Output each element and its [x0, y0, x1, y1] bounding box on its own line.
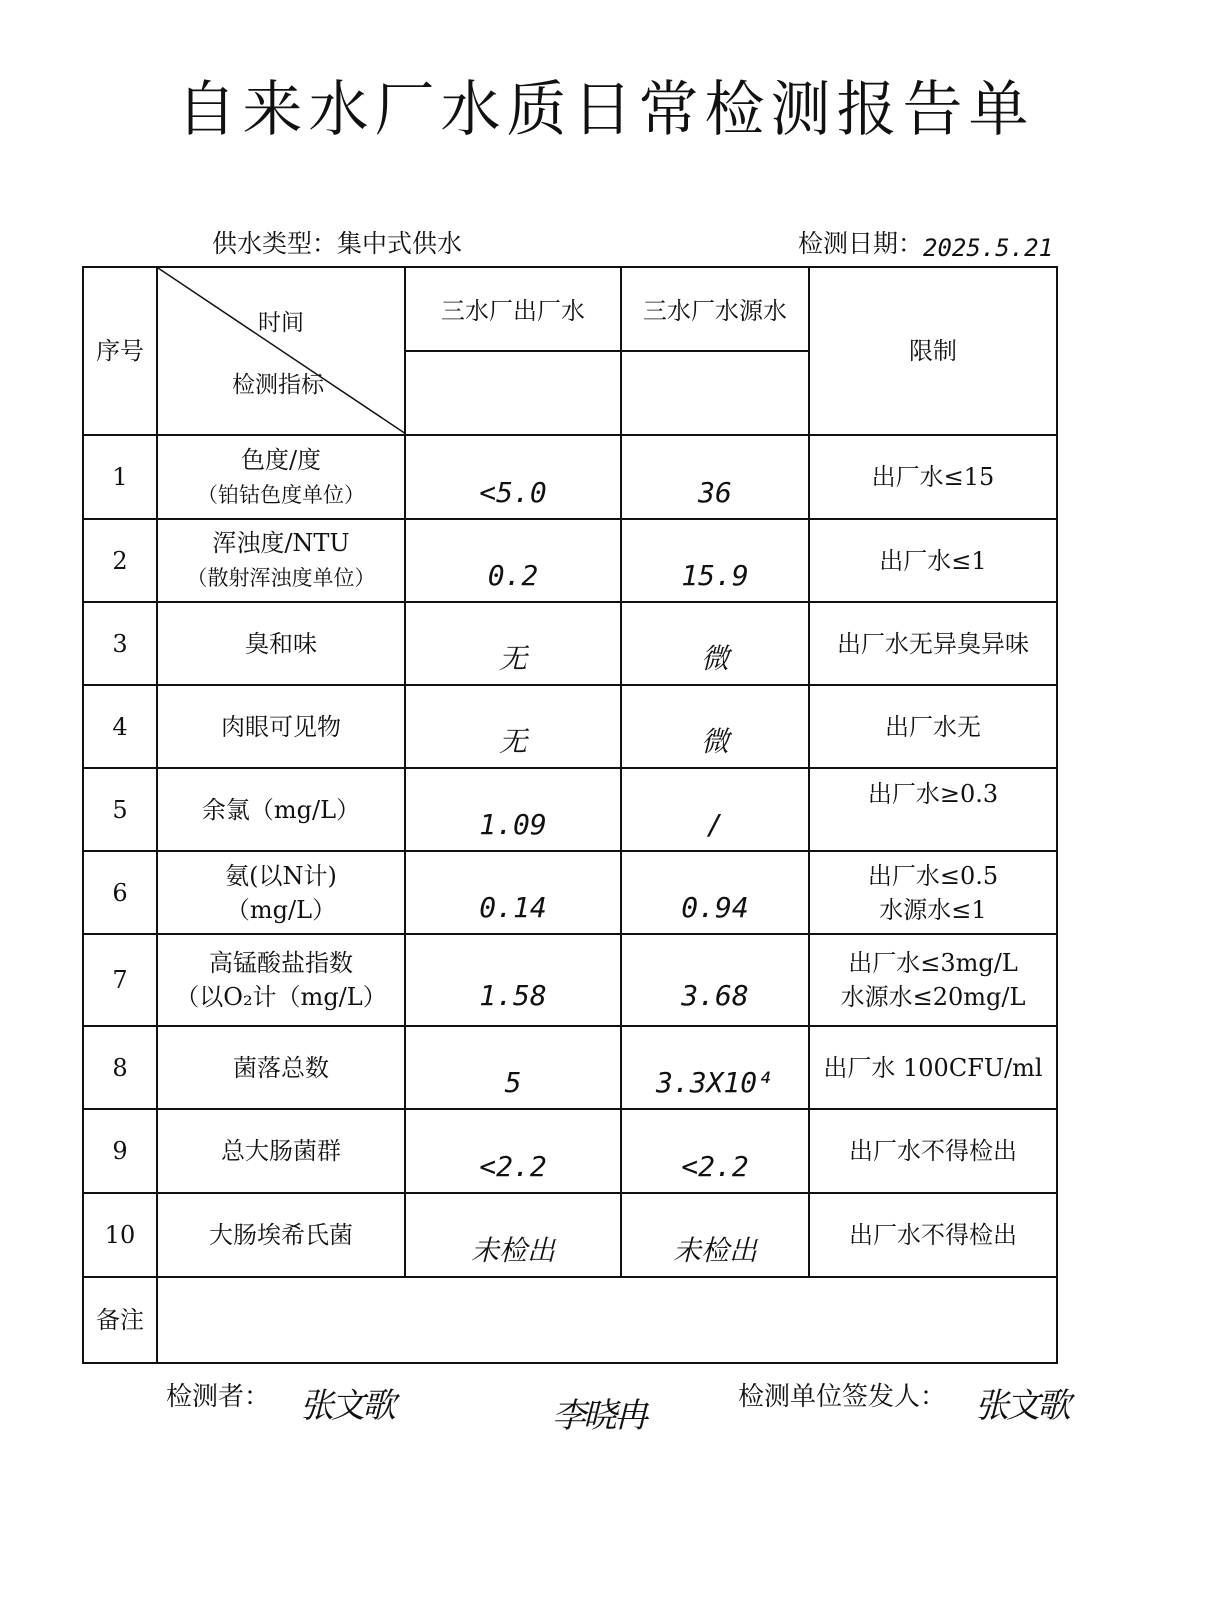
row-limit [809, 1193, 1057, 1277]
src-value: 微 [700, 642, 729, 675]
table-row [83, 685, 1057, 768]
out-value: 0.14 [479, 891, 547, 924]
col-out-header: 三水厂出厂水 [405, 267, 621, 351]
row-out-value [405, 1193, 621, 1277]
row-out-value [405, 1026, 621, 1109]
report-table [82, 266, 1058, 1364]
limit-line-2: 水源水≤1 [879, 895, 987, 924]
table-row [83, 435, 1057, 519]
col-src-header: 三水厂水源水 [621, 267, 809, 351]
row-no: 2 [83, 519, 157, 602]
src-value: 3.3X10⁴ [655, 1066, 774, 1099]
indicator-sub: （铂钴色度单位） [197, 482, 365, 507]
row-limit [809, 768, 1057, 851]
indicator-name: 色度/度 [240, 445, 322, 474]
row-src-value [621, 851, 809, 934]
diag-indicator-label: 检测指标 [232, 372, 324, 398]
row-indicator [157, 435, 405, 519]
indicator-name: 氨(以N计) [225, 861, 337, 890]
row-no: 3 [83, 602, 157, 685]
row-out-value [405, 851, 621, 934]
row-no: 8 [83, 1026, 157, 1109]
diag-time-label: 时间 [258, 310, 304, 336]
indicator-sub: （mg/L） [225, 895, 337, 924]
row-limit [809, 685, 1057, 768]
out-time-cell [405, 351, 621, 435]
limit-line-1: 出厂水无异臭异味 [837, 629, 1029, 658]
table-row [83, 1109, 1057, 1193]
table-row [83, 1026, 1057, 1109]
out-value: 无 [498, 642, 527, 675]
src-value: <2.2 [681, 1149, 749, 1183]
out-value: 1.58 [479, 978, 547, 1012]
src-value: 15.9 [681, 559, 749, 592]
table-row [83, 1193, 1057, 1277]
src-value: 0.94 [681, 891, 749, 924]
indicator-name: 余氯（mg/L） [201, 795, 361, 824]
remarks-label: 备注 [83, 1277, 157, 1363]
indicator-sub: （以O₂计（mg/L） [175, 983, 387, 1011]
indicator-name: 肉眼可见物 [221, 712, 341, 741]
table-row [83, 602, 1057, 685]
src-value: / [706, 808, 724, 841]
remarks-row [83, 1277, 1057, 1363]
indicator-name: 大肠埃希氏菌 [209, 1221, 353, 1249]
limit-line-1: 出厂水不得检出 [849, 1221, 1017, 1249]
row-indicator [157, 685, 405, 768]
row-no: 5 [83, 768, 157, 851]
row-src-value [621, 934, 809, 1026]
out-value: 未检出 [470, 1233, 555, 1267]
row-indicator [157, 1109, 405, 1193]
row-src-value [621, 602, 809, 685]
row-no: 9 [83, 1109, 157, 1193]
row-indicator [157, 934, 405, 1026]
limit-line-1: 出厂水 100CFU/ml [823, 1053, 1043, 1082]
row-src-value [621, 768, 809, 851]
row-src-value [621, 1026, 809, 1109]
indicator-name: 总大肠菌群 [221, 1137, 341, 1165]
row-out-value [405, 435, 621, 519]
row-no: 7 [83, 934, 157, 1026]
src-time-cell [621, 351, 809, 435]
limit-line-1: 出厂水≤15 [871, 463, 995, 491]
issuer-label: 检测单位签发人： [738, 1382, 947, 1412]
row-indicator [157, 519, 405, 602]
out-value: <2.2 [479, 1149, 547, 1183]
test-date [798, 224, 1053, 260]
src-value: 3.68 [681, 978, 749, 1012]
row-out-value [405, 519, 621, 602]
tester-signature: 张文歌 [300, 1386, 393, 1426]
issuer-signature: 张文歌 [975, 1386, 1068, 1426]
row-indicator [157, 602, 405, 685]
row-no: 1 [83, 435, 157, 519]
row-indicator [157, 1026, 405, 1109]
date-label: 检测日期： [798, 229, 924, 258]
out-value: 1.09 [479, 808, 547, 841]
row-indicator [157, 851, 405, 934]
table-row [83, 851, 1057, 934]
row-limit [809, 602, 1057, 685]
indicator-name: 臭和味 [245, 629, 317, 658]
out-value: 无 [498, 725, 527, 758]
out-value: 0.2 [487, 559, 539, 592]
row-limit [809, 435, 1057, 519]
middle-signature: 李晓冉 [552, 1396, 645, 1436]
tester-label: 检测者： [166, 1382, 271, 1412]
table-row [83, 768, 1057, 851]
row-indicator [157, 1193, 405, 1277]
table-row [83, 934, 1057, 1026]
limit-line-2: 水源水≤20mg/L [840, 983, 1026, 1011]
seq-header: 序号 [83, 267, 157, 435]
date-value: 2025.5.21 [923, 234, 1054, 262]
out-value: <5.0 [479, 475, 547, 509]
supply-type: 供水类型：集中式供水 [212, 229, 463, 258]
row-no: 6 [83, 851, 157, 934]
src-value: 36 [698, 475, 732, 509]
diagonal-line [158, 268, 406, 434]
report-title: 自来水厂水质日常检测报告单 [176, 75, 1035, 145]
row-out-value [405, 685, 621, 768]
src-value: 微 [700, 725, 729, 758]
row-out-value [405, 602, 621, 685]
limit-line-1: 出厂水≤0.5 [867, 861, 999, 890]
row-out-value [405, 1109, 621, 1193]
row-limit [809, 1026, 1057, 1109]
row-out-value [405, 934, 621, 1026]
row-limit [809, 1109, 1057, 1193]
row-src-value [621, 519, 809, 602]
row-no: 10 [83, 1193, 157, 1277]
row-indicator [157, 768, 405, 851]
diagonal-header [157, 267, 405, 435]
col-limit-header: 限制 [809, 267, 1057, 435]
limit-line-1: 出厂水≤1 [879, 546, 987, 575]
row-src-value [621, 685, 809, 768]
indicator-name: 菌落总数 [233, 1053, 329, 1082]
row-limit [809, 851, 1057, 934]
indicator-sub: （散射浑浊度单位） [186, 566, 376, 590]
indicator-name: 高锰酸盐指数 [209, 949, 353, 977]
row-src-value [621, 435, 809, 519]
row-out-value [405, 768, 621, 851]
limit-line-1: 出厂水≤3mg/L [848, 949, 1018, 977]
row-limit [809, 519, 1057, 602]
indicator-name: 浑浊度/NTU [212, 529, 350, 557]
row-limit [809, 934, 1057, 1026]
row-src-value [621, 1109, 809, 1193]
src-value: 未检出 [672, 1233, 757, 1267]
remarks-content [157, 1277, 1057, 1363]
limit-line-1: 出厂水不得检出 [849, 1137, 1017, 1165]
table-row [83, 519, 1057, 602]
row-no: 4 [83, 685, 157, 768]
row-src-value [621, 1193, 809, 1277]
limit-line-1: 出厂水无 [885, 712, 981, 741]
out-value: 5 [504, 1066, 522, 1099]
limit-line-1: 出厂水≥0.3 [867, 780, 999, 808]
